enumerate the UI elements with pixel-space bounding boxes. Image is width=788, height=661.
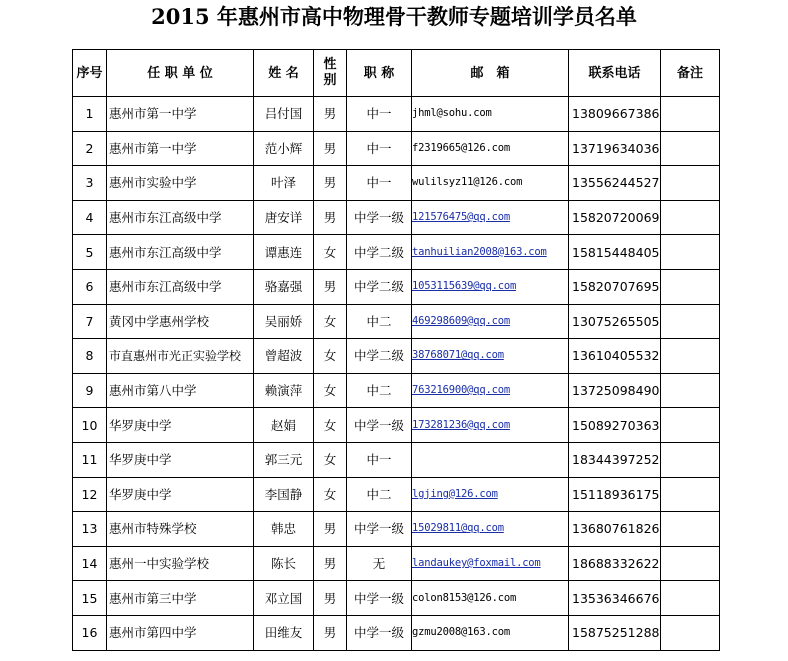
cell-gender: 女 xyxy=(314,477,347,512)
cell-note xyxy=(661,339,720,374)
trainee-roster-table xyxy=(72,49,720,651)
table-row xyxy=(73,477,720,512)
cell-phone: 15820720069 xyxy=(569,200,661,235)
table-row xyxy=(73,546,720,581)
cell-note xyxy=(661,269,720,304)
cell-unit: 惠州市特殊学校 xyxy=(107,512,254,547)
cell-unit: 惠州市第八中学 xyxy=(107,373,254,408)
email-link[interactable]: 1053115639@qq.com xyxy=(412,280,517,293)
cell-index: 14 xyxy=(73,546,107,581)
cell-rank: 中一 xyxy=(347,97,412,132)
cell-rank: 中二 xyxy=(347,304,412,339)
table-row xyxy=(73,235,720,270)
cell-name: 田维友 xyxy=(254,615,314,650)
cell-note xyxy=(661,235,720,270)
cell-note xyxy=(661,200,720,235)
cell-email xyxy=(412,546,569,581)
email-link[interactable]: 763216900@qq.com xyxy=(412,384,510,397)
cell-rank: 中学一级 xyxy=(347,512,412,547)
email-link[interactable]: lgjing@126.com xyxy=(412,487,498,500)
cell-unit: 黄冈中学惠州学校 xyxy=(107,304,254,339)
cell-rank: 中一 xyxy=(347,131,412,166)
cell-name: 范小辉 xyxy=(254,131,314,166)
cell-name: 叶泽 xyxy=(254,166,314,201)
table-row xyxy=(73,581,720,616)
cell-email xyxy=(412,477,569,512)
cell-email xyxy=(412,200,569,235)
header-gender xyxy=(314,50,347,97)
cell-index: 11 xyxy=(73,442,107,477)
email-link[interactable]: 121576475@qq.com xyxy=(412,211,510,224)
cell-gender: 男 xyxy=(314,581,347,616)
cell-phone: 13536346676 xyxy=(569,581,661,616)
cell-rank: 中学一级 xyxy=(347,408,412,443)
cell-unit: 惠州市实验中学 xyxy=(107,166,254,201)
cell-index: 6 xyxy=(73,269,107,304)
cell-gender: 女 xyxy=(314,339,347,374)
cell-index: 8 xyxy=(73,339,107,374)
header-rank: 职 称 xyxy=(347,50,412,97)
cell-gender: 女 xyxy=(314,304,347,339)
cell-phone: 15815448405 xyxy=(569,235,661,270)
cell-email: jhml@sohu.com xyxy=(412,97,569,132)
cell-unit: 惠州市东江高级中学 xyxy=(107,269,254,304)
cell-unit: 惠州市第一中学 xyxy=(107,97,254,132)
table-row xyxy=(73,339,720,374)
cell-email: gzmu2008@163.com xyxy=(412,615,569,650)
table-row xyxy=(73,269,720,304)
cell-email: f2319665@126.com xyxy=(412,131,569,166)
cell-unit: 惠州市东江高级中学 xyxy=(107,200,254,235)
cell-rank: 中二 xyxy=(347,373,412,408)
cell-phone: 15820707695 xyxy=(569,269,661,304)
cell-name: 曾超波 xyxy=(254,339,314,374)
cell-note xyxy=(661,131,720,166)
cell-gender: 男 xyxy=(314,97,347,132)
cell-index: 1 xyxy=(73,97,107,132)
cell-email: wulilsyz11@126.com xyxy=(412,166,569,201)
table-row xyxy=(73,304,720,339)
table-row xyxy=(73,408,720,443)
cell-note xyxy=(661,97,720,132)
email-link[interactable]: 173281236@qq.com xyxy=(412,418,510,431)
cell-gender: 男 xyxy=(314,131,347,166)
cell-phone: 13809667386 xyxy=(569,97,661,132)
header-phone: 联系电话 xyxy=(569,50,661,97)
cell-unit: 惠州市第四中学 xyxy=(107,615,254,650)
cell-unit: 惠州市第一中学 xyxy=(107,131,254,166)
cell-note xyxy=(661,615,720,650)
header-email: 邮 箱 xyxy=(412,50,569,97)
cell-phone: 15089270363 xyxy=(569,408,661,443)
cell-gender: 男 xyxy=(314,166,347,201)
cell-name: 吴丽娇 xyxy=(254,304,314,339)
header-gender-line1: 性 xyxy=(323,57,337,72)
cell-unit: 惠州一中实验学校 xyxy=(107,546,254,581)
cell-gender: 男 xyxy=(314,200,347,235)
cell-index: 12 xyxy=(73,477,107,512)
cell-email xyxy=(412,373,569,408)
cell-gender: 男 xyxy=(314,269,347,304)
table-header-row xyxy=(73,50,720,97)
email-link[interactable]: 38768071@qq.com xyxy=(412,349,504,362)
cell-rank: 中二 xyxy=(347,477,412,512)
table-row xyxy=(73,131,720,166)
cell-gender: 女 xyxy=(314,442,347,477)
cell-unit: 华罗庚中学 xyxy=(107,477,254,512)
cell-index: 7 xyxy=(73,304,107,339)
cell-email xyxy=(412,304,569,339)
cell-rank: 中学一级 xyxy=(347,615,412,650)
table-row xyxy=(73,615,720,650)
cell-unit: 惠州市东江高级中学 xyxy=(107,235,254,270)
cell-name: 邓立国 xyxy=(254,581,314,616)
cell-rank: 中学二级 xyxy=(347,339,412,374)
cell-gender: 女 xyxy=(314,408,347,443)
cell-gender: 女 xyxy=(314,235,347,270)
cell-index: 4 xyxy=(73,200,107,235)
cell-rank: 中学一级 xyxy=(347,200,412,235)
cell-index: 13 xyxy=(73,512,107,547)
cell-rank: 无 xyxy=(347,546,412,581)
cell-name: 吕付国 xyxy=(254,97,314,132)
cell-email xyxy=(412,269,569,304)
cell-index: 10 xyxy=(73,408,107,443)
cell-email xyxy=(412,408,569,443)
cell-phone: 13556244527 xyxy=(569,166,661,201)
cell-note xyxy=(661,166,720,201)
table-row xyxy=(73,373,720,408)
cell-unit: 华罗庚中学 xyxy=(107,442,254,477)
cell-note xyxy=(661,442,720,477)
cell-phone: 15118936175 xyxy=(569,477,661,512)
cell-name: 陈长 xyxy=(254,546,314,581)
cell-note xyxy=(661,512,720,547)
cell-note xyxy=(661,304,720,339)
cell-gender: 男 xyxy=(314,512,347,547)
cell-name: 赖演萍 xyxy=(254,373,314,408)
header-unit: 任 职 单 位 xyxy=(107,50,254,97)
cell-index: 16 xyxy=(73,615,107,650)
cell-email xyxy=(412,235,569,270)
cell-note xyxy=(661,477,720,512)
header-name: 姓 名 xyxy=(254,50,314,97)
document-title: 2015 年惠州市高中物理骨干教师专题培训学员名单 xyxy=(151,4,637,29)
cell-rank: 中一 xyxy=(347,442,412,477)
cell-name: 谭惠连 xyxy=(254,235,314,270)
header-gender-line2: 别 xyxy=(323,73,337,88)
cell-phone: 13719634036 xyxy=(569,131,661,166)
cell-phone: 13075265505 xyxy=(569,304,661,339)
cell-phone: 13610405532 xyxy=(569,339,661,374)
header-note: 备注 xyxy=(661,50,720,97)
cell-rank: 中学二级 xyxy=(347,269,412,304)
cell-name: 郭三元 xyxy=(254,442,314,477)
cell-name: 李国静 xyxy=(254,477,314,512)
cell-phone: 15875251288 xyxy=(569,615,661,650)
cell-gender: 男 xyxy=(314,615,347,650)
cell-index: 9 xyxy=(73,373,107,408)
cell-rank: 中学一级 xyxy=(347,581,412,616)
cell-name: 赵娟 xyxy=(254,408,314,443)
cell-name: 唐安详 xyxy=(254,200,314,235)
cell-index: 2 xyxy=(73,131,107,166)
cell-note xyxy=(661,546,720,581)
cell-name: 骆嘉强 xyxy=(254,269,314,304)
cell-gender: 女 xyxy=(314,373,347,408)
email-link[interactable]: 469298609@qq.com xyxy=(412,314,510,327)
cell-gender: 男 xyxy=(314,546,347,581)
cell-note xyxy=(661,373,720,408)
email-link[interactable]: 15029811@qq.com xyxy=(412,522,504,535)
cell-unit: 市直惠州市光正实验学校 xyxy=(107,339,254,374)
table-row xyxy=(73,512,720,547)
cell-phone: 13680761826 xyxy=(569,512,661,547)
cell-phone: 13725098490 xyxy=(569,373,661,408)
cell-note xyxy=(661,581,720,616)
table-row xyxy=(73,200,720,235)
table-body xyxy=(73,97,720,651)
cell-email xyxy=(412,512,569,547)
cell-unit: 惠州市第三中学 xyxy=(107,581,254,616)
cell-index: 5 xyxy=(73,235,107,270)
cell-phone: 18688332622 xyxy=(569,546,661,581)
cell-name: 韩忠 xyxy=(254,512,314,547)
table-row xyxy=(73,442,720,477)
cell-phone: 18344397252 xyxy=(569,442,661,477)
cell-note xyxy=(661,408,720,443)
cell-email: colon8153@126.com xyxy=(412,581,569,616)
table-row xyxy=(73,166,720,201)
cell-rank: 中一 xyxy=(347,166,412,201)
email-link[interactable]: tanhuilian2008@163.com xyxy=(412,245,547,258)
cell-rank: 中学二级 xyxy=(347,235,412,270)
email-link[interactable]: landaukey@foxmail.com xyxy=(412,557,541,570)
cell-email xyxy=(412,442,569,477)
header-index: 序号 xyxy=(73,50,107,97)
table-row xyxy=(73,97,720,132)
cell-index: 15 xyxy=(73,581,107,616)
cell-email xyxy=(412,339,569,374)
cell-index: 3 xyxy=(73,166,107,201)
cell-unit: 华罗庚中学 xyxy=(107,408,254,443)
